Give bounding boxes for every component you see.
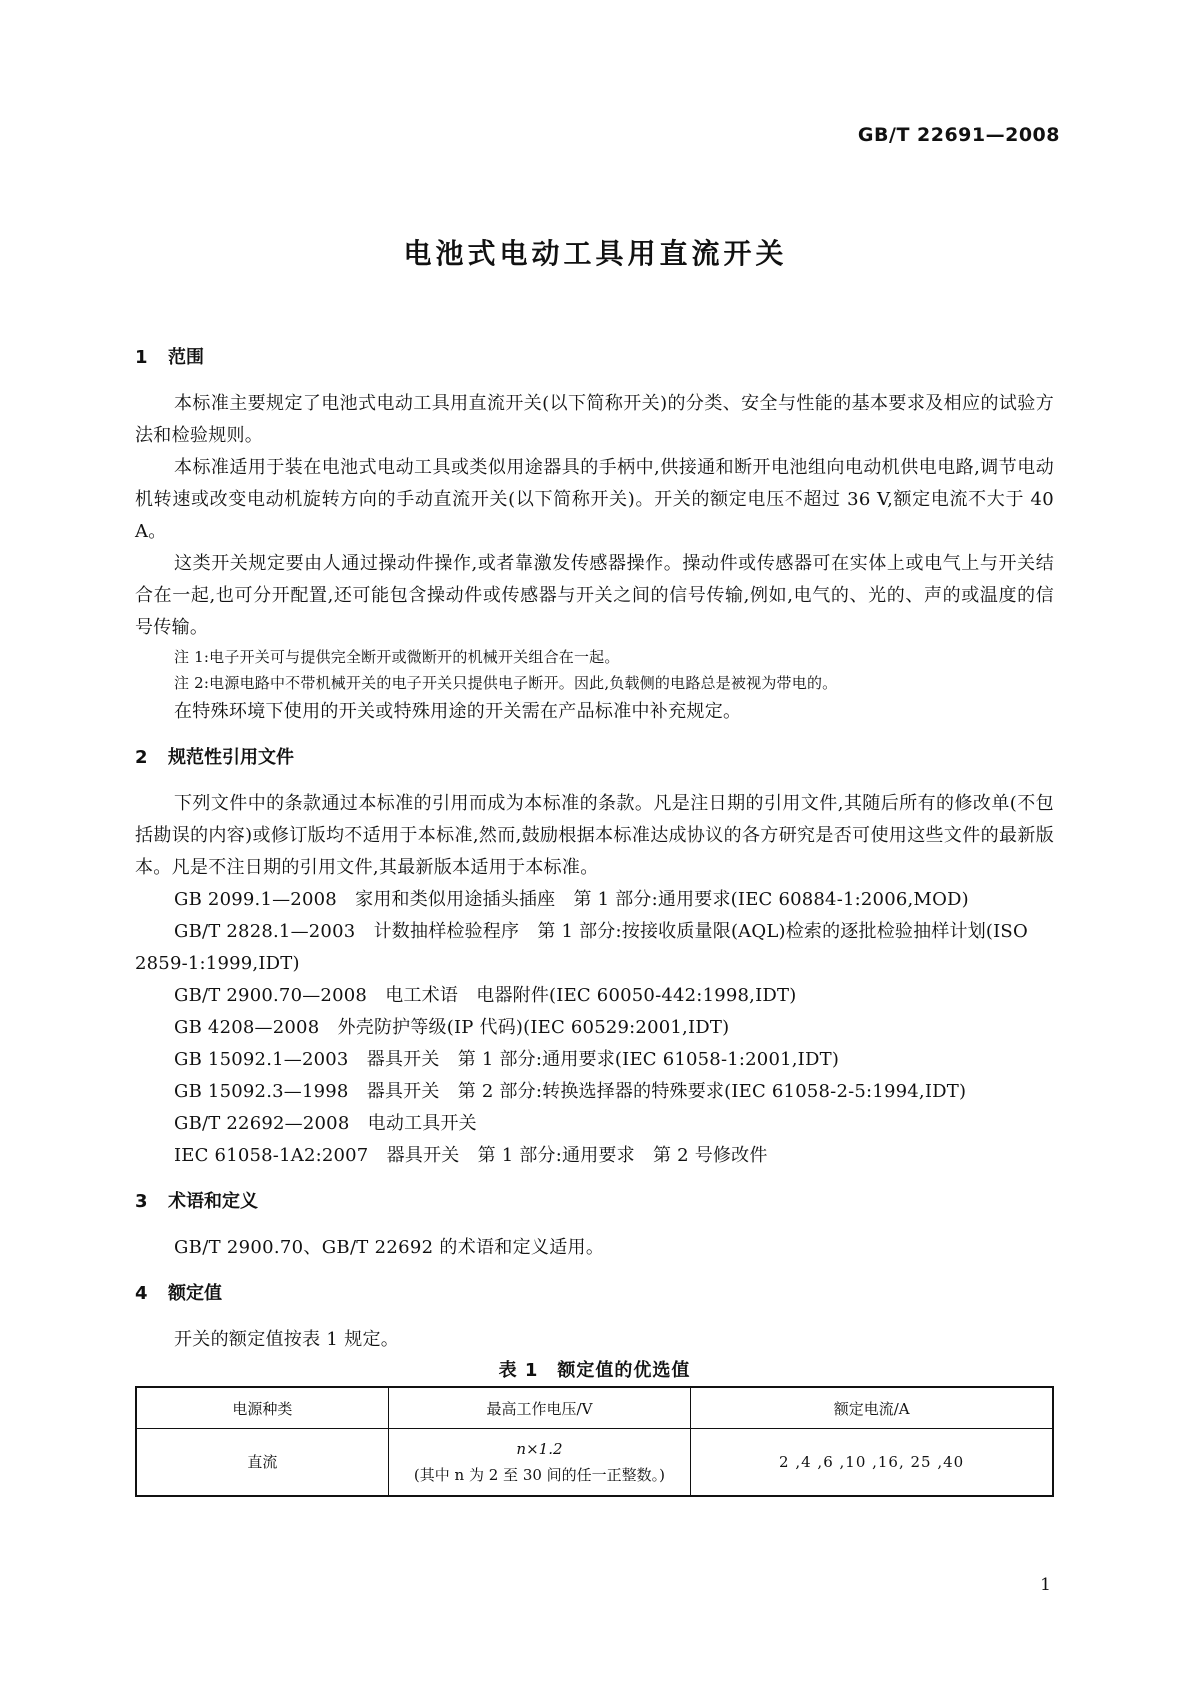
terms-paragraph: GB/T 2900.70、GB/T 22692 的术语和定义适用。 [174,1237,605,1258]
ratings-table [135,1386,1054,1497]
section-number: 2 [135,747,148,768]
voltage-note: (其中 n 为 2 至 30 间的任一正整数。) [413,1466,666,1484]
reference-item: IEC 61058-1A2:2007 器具开关 第 1 部分:通用要求 第 2 号修改件 [174,1145,768,1166]
table-caption: 表 1 额定值的优选值 [498,1360,691,1381]
reference-item: GB 4208—2008 外壳防护等级(IP 代码)(IEC 60529:2001,IDT) [174,1017,730,1038]
power-type-cell: 直流 [136,1429,388,1497]
table-header-cell: 电源种类 [136,1387,388,1429]
section-4-heading [135,1278,1054,1310]
document-body [135,342,1054,1497]
reference-item: GB 2099.1—2008 家用和类似用途插头插座 第 1 部分:通用要求(IEC 60884-1:2006,MOD) [174,889,969,910]
section-title: 术语和定义 [168,1191,258,1212]
section-2-heading [135,742,1054,774]
standard-code: GB/T 22691—2008 [857,124,1060,146]
section-number: 3 [135,1191,148,1212]
scope-note-1: 注 1:电子开关可与提供完全断开或微断开的机械开关组合在一起。 [174,648,620,666]
ratings-paragraph: 开关的额定值按表 1 规定。 [174,1329,400,1350]
scope-paragraph-1: 本标准主要规定了电池式电动工具用直流开关(以下简称开关)的分类、安全与性能的基本要求及相应的试验方法和检验规则。 [135,393,1054,446]
reference-item: GB/T 2828.1—2003 计数抽样检验程序 第 1 部分:按接收质量限(AQL)检索的逐批检验抽样计划(ISO 2859-1:1999,IDT) [135,921,1028,974]
table-header-row [136,1387,1053,1429]
section-number: 4 [135,1283,148,1304]
scope-paragraph-2: 本标准适用于装在电池式电动工具或类似用途器具的手柄中,供接通和断开电池组向电动机供电电路,调节电动机转速或改变电动机旋转方向的手动直流开关(以下简称开关)。开关的额定电压不超过 36 V,额定电流不大于 40 A。 [135,457,1054,542]
scope-paragraph-4: 在特殊环境下使用的开关或特殊用途的开关需在产品标准中补充规定。 [174,701,742,722]
section-3-heading [135,1186,1054,1218]
document-title: 电池式电动工具用直流开关 [403,237,788,270]
table-header-cell: 额定电流/A [691,1387,1053,1429]
references-intro: 下列文件中的条款通过本标准的引用而成为本标准的条款。凡是注日期的引用文件,其随后所有的修改单(不包括勘误的内容)或修订版均不适用于本标准,然而,鼓励根据本标准达成协议的各方研究是否可使用这些文件的最新版本。凡是不注日期的引用文件,其最新版本适用于本标准。 [135,793,1054,878]
scope-note-2: 注 2:电源电路中不带机械开关的电子开关只提供电子断开。因此,负载侧的电路总是被视为带电的。 [174,674,838,692]
reference-item: GB/T 22692—2008 电动工具开关 [174,1113,477,1134]
section-1-heading [135,342,1054,374]
table-row [136,1429,1053,1497]
table-header-cell: 最高工作电压/V [388,1387,691,1429]
reference-item: GB 15092.1—2003 器具开关 第 1 部分:通用要求(IEC 61058-1:2001,IDT) [174,1049,840,1070]
reference-item: GB 15092.3—1998 器具开关 第 2 部分:转换选择器的特殊要求(IEC 61058-2-5:1994,IDT) [174,1081,967,1102]
section-number: 1 [135,347,148,368]
section-title: 规范性引用文件 [168,747,294,768]
section-title: 范围 [168,347,204,368]
voltage-formula: n×1.2 [516,1440,563,1458]
voltage-cell [388,1429,691,1497]
reference-item: GB/T 2900.70—2008 电工术语 电器附件(IEC 60050-442:1998,IDT) [174,985,797,1006]
page-number: 1 [1040,1575,1051,1595]
section-title: 额定值 [168,1283,222,1304]
current-values-cell: 2 ,4 ,6 ,10 ,16, 25 ,40 [691,1429,1053,1497]
scope-paragraph-3: 这类开关规定要由人通过操动件操作,或者靠激发传感器操作。操动件或传感器可在实体上或电气上与开关结合在一起,也可分开配置,还可能包含操动件或传感器与开关之间的信号传输,例如,电气的、光的、声的或温度的信号传输。 [135,553,1054,638]
